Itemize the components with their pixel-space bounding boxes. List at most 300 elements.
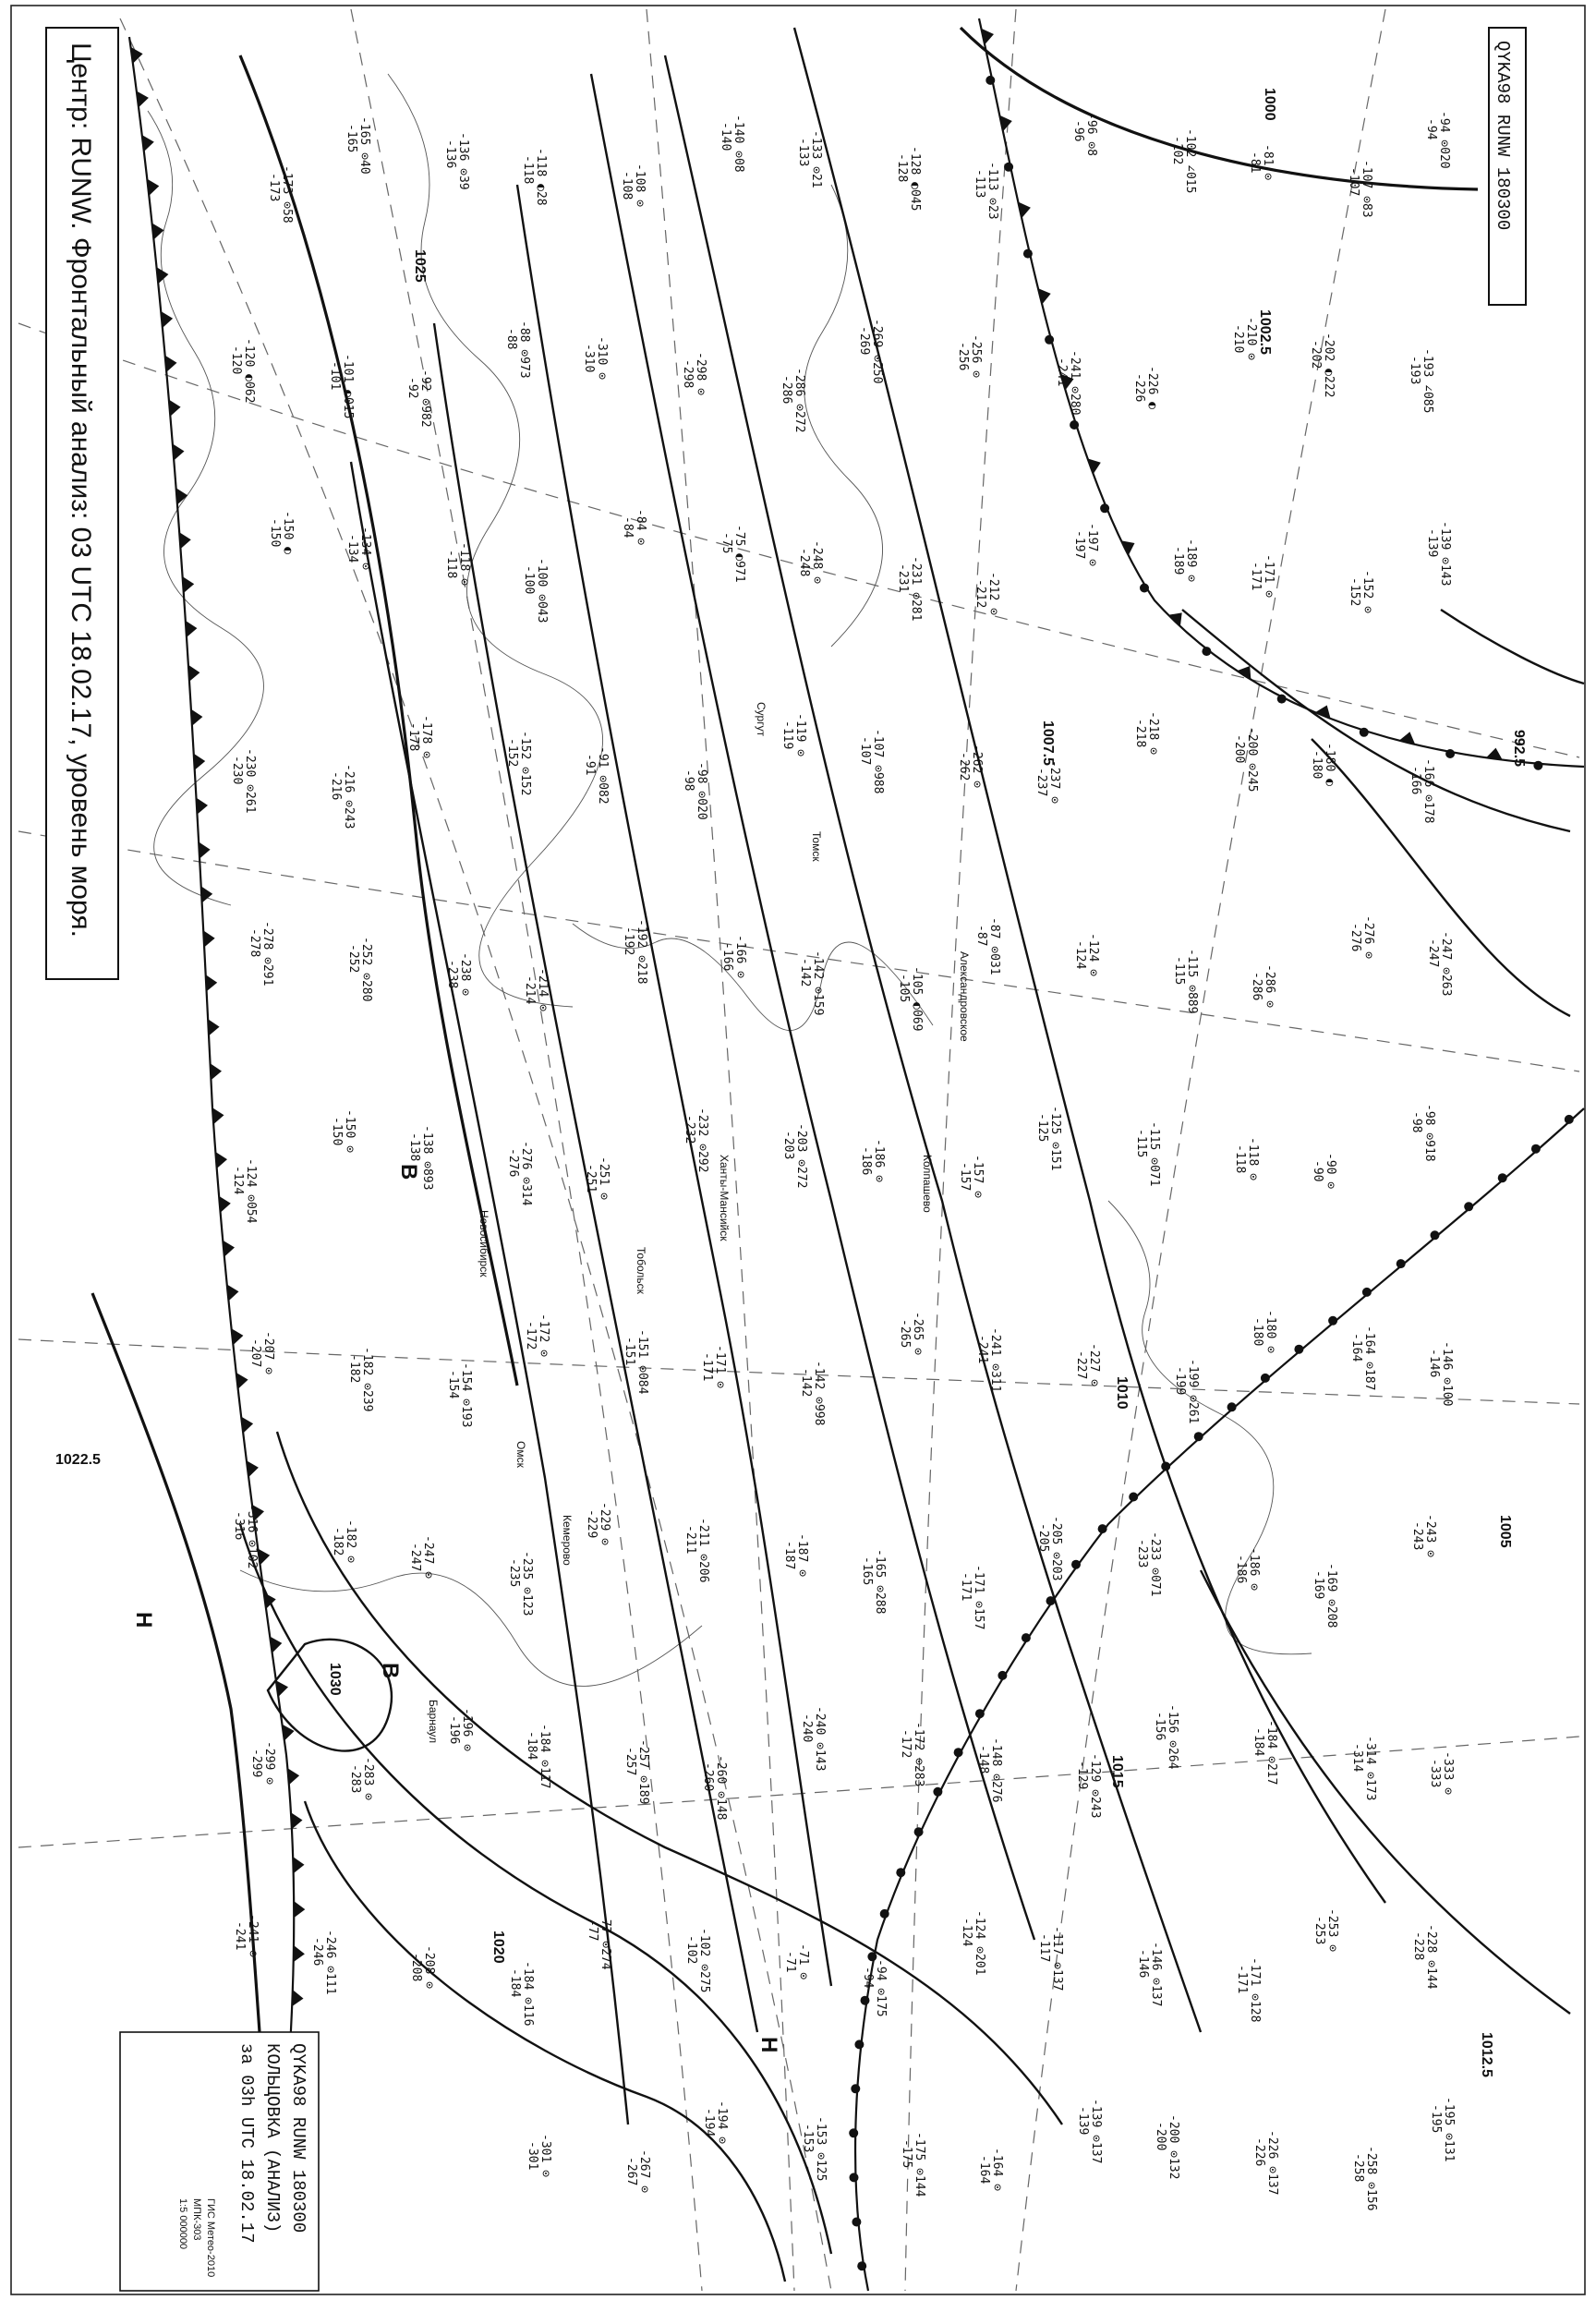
isobar-label-1002-5: 1002.5 [1257, 309, 1273, 355]
front-semicircle [1140, 584, 1149, 593]
station-plot: -286 ⊙272 [792, 368, 806, 433]
station-plot: -98 ⊙918 [1422, 1104, 1436, 1162]
station-plot-sub: -84 [621, 516, 635, 539]
station-plot: -269 ⊙250 [870, 319, 884, 384]
isobar-label-1007-5: 1007.5 [1040, 720, 1056, 766]
station-plot: -232 ⊙292 [695, 1108, 709, 1173]
station-plot: -146 ⊙137 [1149, 1942, 1163, 2007]
station-plot: -230 ⊙261 [243, 748, 257, 814]
station-plot: -171 ⊙ [1262, 554, 1276, 598]
station-plot: -71 ⊙ [796, 1943, 810, 1980]
header-code-block [1489, 28, 1526, 305]
station-plot-sub: -115 [1172, 956, 1186, 986]
front-semicircle [1445, 749, 1455, 758]
station-plot-sub: -246 [310, 1937, 324, 1967]
station-plot-sub: -216 [329, 771, 343, 801]
station-plot: -314 ⊙173 [1363, 1736, 1377, 1801]
station-plot-sub: -90 [1311, 1160, 1324, 1182]
station-plot-sub: -138 [407, 1132, 421, 1162]
front-triangle [999, 115, 1012, 132]
front-semicircle [850, 2173, 859, 2182]
station-plot-sub: -180 [1310, 750, 1324, 780]
front-semicircle [1129, 1493, 1138, 1502]
stamp-line-3: за 03h UTC 18.02.17 [236, 2043, 257, 2244]
front-triangle [215, 1152, 227, 1168]
station-plot: -146 ⊙100 [1440, 1341, 1454, 1407]
station-plot-sub: -115 [1134, 1129, 1148, 1158]
front-triangle [186, 621, 198, 637]
station-plot-sub: -262 [957, 752, 971, 781]
station-plot: -216 ⊙243 [342, 764, 356, 829]
station-plot: -118 ◐28 [534, 148, 548, 206]
station-plot: -140 ⊙08 [732, 115, 745, 173]
front-semicircle [1360, 728, 1369, 737]
station-plot-sub: -120 [229, 345, 243, 375]
station-plot: -180 ⊙ [1264, 1310, 1277, 1353]
station-plot: -96 ⊙8 [1084, 113, 1098, 156]
map-title: Центр: RUNW. Фронтальный анализ: 03 UTC 18.02.17, уровень моря. [66, 42, 96, 938]
station-plot: -301 ⊙ [538, 2134, 552, 2177]
station-plot-sub: -203 [781, 1131, 795, 1160]
station-plot-sub: -237 [1034, 768, 1048, 797]
station-plot: -94 ⊙175 [874, 1959, 888, 2017]
station-plot-sub: -316 [232, 1511, 246, 1541]
station-plot: -231 ⊙281 [909, 556, 923, 622]
station-plot: -172 ⊙283 [912, 1722, 925, 1787]
station-plot-sub: -195 [1429, 2104, 1443, 2134]
station-plot-sub: -210 [1231, 324, 1245, 354]
station-plot-sub: -199 [1173, 1366, 1187, 1396]
station-plot-sub: -269 [857, 326, 871, 356]
station-plot: -229 ⊙ [598, 1502, 611, 1545]
place-name: Новосибирск [478, 1210, 490, 1277]
station-plot-sub: -153 [801, 2124, 815, 2153]
station-plot-sub: -124 [960, 1918, 973, 1947]
station-plot-sub: -241 [233, 1921, 247, 1951]
station-plot: -265 ⊙ [911, 1312, 925, 1355]
station-plot: -228 ⊙144 [1424, 1924, 1438, 1990]
station-plot: -200 ⊙132 [1167, 2114, 1180, 2180]
front-semicircle [1071, 1560, 1081, 1569]
front-triangle [206, 974, 218, 991]
front-triangle [1018, 202, 1031, 219]
station-plot: -138 ⊙893 [420, 1125, 434, 1191]
low-center-south: H [756, 2037, 781, 2053]
station-plot-sub: -151 [623, 1337, 636, 1366]
station-plot-sub: -165 [345, 124, 358, 153]
station-plot: -246 ⊙111 [323, 1930, 337, 1995]
station-plot-sub: -227 [1074, 1350, 1088, 1380]
isobar-label-1012-5: 1012.5 [1479, 2032, 1494, 2077]
front-semicircle [933, 1787, 942, 1797]
header-code: QYKA98 RUNW 180300 [1493, 41, 1513, 231]
station-plot: -333 ⊙ [1441, 1751, 1455, 1795]
front-semicircle [1045, 335, 1054, 345]
station-plot: -200 ⊙245 [1245, 727, 1259, 793]
station-plot-sub: -187 [782, 1541, 796, 1570]
station-plot-sub: -200 [1232, 734, 1246, 764]
front-semicircle [985, 76, 995, 85]
front-semicircle [852, 2218, 861, 2227]
station-plot-sub: -140 [719, 122, 732, 151]
station-plot: -210 ⊙ [1244, 317, 1258, 360]
front-triangle [212, 1108, 224, 1124]
station-plot: -226 ◐ [1145, 366, 1159, 409]
front-semicircle [1202, 647, 1211, 656]
station-plot-sub: -196 [447, 1715, 461, 1745]
station-plot: -107 ⊙83 [1360, 160, 1373, 218]
isobar-label-1010: 1010 [1114, 1376, 1130, 1410]
station-plot: -251 ⊙ [597, 1156, 611, 1200]
station-plot: -105 ◐069 [910, 966, 924, 1032]
station-plot: -205 ⊙203 [1049, 1516, 1063, 1581]
front-triangle [241, 1417, 253, 1434]
station-plot-sub: -124 [231, 1166, 245, 1195]
front-semicircle [861, 1996, 870, 2005]
station-plot-sub: -189 [1171, 546, 1185, 575]
station-plot: -187 ⊙ [795, 1533, 809, 1577]
station-plot-sub: -197 [1072, 530, 1086, 560]
station-plot: -286 ⊙ [1263, 964, 1276, 1008]
station-plot-sub: -186 [1234, 1555, 1248, 1584]
station-plot: -115 ⊙889 [1185, 949, 1199, 1014]
front-triangle [169, 400, 181, 417]
station-plot-sub: -102 [684, 1935, 698, 1965]
station-plot: -233 ⊙071 [1148, 1531, 1162, 1597]
station-plot-sub: -253 [1312, 1916, 1326, 1945]
station-plot-sub: -75 [719, 532, 733, 554]
station-plot-sub: -98 [1409, 1111, 1423, 1133]
station-plot: -184 ⊙116 [521, 1961, 535, 2027]
front-triangle [294, 1945, 305, 1962]
station-plot: -157 ⊙ [971, 1155, 985, 1198]
station-plot: -139 ⊙143 [1438, 521, 1452, 587]
station-plot: -92 ⊙982 [418, 369, 432, 428]
front-semicircle [1227, 1402, 1237, 1411]
station-plot: -192 ⊙218 [635, 919, 648, 985]
station-plot-sub: -175 [900, 2139, 913, 2169]
front-semicircle [1070, 420, 1079, 430]
station-plot: -241 ⊙ [246, 1914, 260, 1957]
front-semicircle [1046, 1596, 1056, 1605]
front-triangle [232, 1328, 244, 1345]
station-plot-sub: -172 [524, 1321, 538, 1350]
station-plot-sub: -118 [1233, 1144, 1247, 1174]
isobar-label-1030: 1030 [327, 1663, 343, 1696]
station-plot-sub: -248 [797, 548, 811, 577]
station-plot-sub: -81 [1248, 151, 1262, 174]
station-plot: -148 ⊙276 [989, 1737, 1003, 1803]
station-plot-sub: -184 [525, 1731, 538, 1761]
station-plot: -165 ⊙288 [873, 1549, 887, 1615]
station-plot-sub: -150 [268, 518, 282, 548]
front-semicircle [975, 1709, 985, 1718]
station-plot: -278 ⊙291 [260, 921, 274, 987]
station-plot: -260 ⊙148 [714, 1755, 728, 1821]
station-plot-sub: -211 [683, 1525, 697, 1555]
place-name: Томск [810, 831, 823, 862]
station-plot: -243 ⊙ [1423, 1514, 1437, 1557]
front-semicircle [1533, 761, 1542, 770]
station-plot-sub: -113 [973, 169, 986, 199]
front-semicircle [1328, 1316, 1337, 1326]
station-plot: -310 ⊙ [595, 336, 609, 380]
front-semicircle [849, 2128, 858, 2137]
station-plot: -165 ⊙40 [357, 116, 371, 175]
station-plot-sub: -192 [622, 926, 635, 956]
station-plot-sub: -301 [526, 2141, 539, 2171]
station-plot: -151 ⊙084 [635, 1329, 649, 1395]
front-semicircle [1161, 1462, 1170, 1471]
borders-rivers [148, 74, 1312, 1686]
station-plot: -175 ⊙144 [913, 2132, 926, 2197]
station-plot: -171 ⊙128 [1248, 1957, 1262, 2023]
station-plot-sub: -310 [582, 344, 596, 373]
station-plot-sub: -247 [1426, 938, 1440, 968]
cold-front [129, 37, 294, 2291]
front-triangle [201, 886, 213, 902]
station-plot-sub: -278 [248, 928, 261, 958]
station-plot: -102 ⊙275 [697, 1928, 711, 1993]
station-plot: -316 ⊙102 [245, 1504, 259, 1569]
station-plot: -283 ⊙ [361, 1757, 375, 1800]
station-plot-sub: -107 [858, 736, 872, 766]
station-plot: -182 ⊙239 [360, 1347, 374, 1412]
station-plot-sub: -107 [1347, 167, 1360, 197]
station-plot: -202 ◐222 [1322, 333, 1336, 398]
station-plot: -94 ⊙020 [1437, 111, 1451, 169]
stamp-footer-2: МПК-303 [191, 2198, 202, 2241]
station-plot-sub: -232 [683, 1115, 696, 1144]
station-plot-sub: -171 [700, 1352, 714, 1382]
place-name: Тобольск [635, 1247, 647, 1294]
station-plot-sub: -142 [798, 958, 812, 987]
station-plot-sub: -251 [584, 1164, 598, 1193]
station-plot-sub: -150 [330, 1117, 344, 1146]
station-plot-sub: -193 [1408, 356, 1421, 385]
station-plot: -156 ⊙264 [1166, 1704, 1179, 1770]
station-plot: -139 ⊙137 [1089, 2099, 1103, 2164]
station-plot: -113 ⊙23 [985, 162, 999, 220]
station-plot-sub: -134 [345, 534, 359, 563]
station-plot: -124 ⊙ [1086, 933, 1100, 976]
front-triangle [227, 1285, 239, 1301]
station-plot: -247 ⊙ [421, 1535, 435, 1579]
station-plot: -128 ◐045 [908, 146, 922, 212]
station-plot-sub: -125 [1035, 1113, 1049, 1143]
front-triangle [179, 532, 191, 549]
station-plot-sub: -205 [1036, 1523, 1050, 1553]
station-plot-sub: -94 [1424, 118, 1438, 140]
station-plot-sub: -118 [444, 550, 458, 579]
front-triangle [199, 842, 211, 859]
station-plot-sub: -105 [897, 974, 911, 1003]
front-semicircle [1565, 1115, 1574, 1124]
station-plot: -248 ⊙ [810, 540, 824, 584]
front-triangle [191, 709, 203, 726]
station-plot-sub: -118 [521, 155, 535, 185]
front-triangle [142, 135, 154, 151]
station-plot-sub: -129 [1075, 1761, 1089, 1790]
station-plot-sub: -247 [408, 1543, 422, 1572]
station-plot-sub: -276 [1348, 923, 1362, 952]
station-plot-sub: -241 [1055, 357, 1069, 387]
station-plot-sub: -100 [522, 565, 536, 595]
station-plot-sub: -108 [620, 171, 634, 200]
front-triangle [188, 665, 200, 682]
station-plot: -142 ⊙998 [812, 1361, 826, 1426]
station-plot-sub: -157 [958, 1162, 972, 1192]
station-plot: -189 ⊙ [1184, 539, 1198, 582]
high-center-north: B [396, 1164, 421, 1180]
station-plot: -120 ◐062 [242, 338, 256, 404]
station-plot: -115 ⊙071 [1147, 1121, 1161, 1187]
front-semicircle [1100, 503, 1109, 513]
station-plot: -203 ⊙272 [794, 1123, 808, 1189]
station-plot-sub: -142 [799, 1368, 813, 1398]
station-plot: -214 ⊙ [536, 968, 550, 1011]
station-plot: -75 ◐971 [732, 525, 746, 583]
front-semicircle [1098, 1524, 1107, 1533]
station-plot-sub: -200 [1154, 2122, 1167, 2151]
station-plot: -84 ⊙ [634, 509, 647, 546]
station-plot-sub: -212 [973, 579, 987, 609]
station-plot: -178 ⊙ [419, 715, 433, 758]
station-plot: -102 ∠015 [1183, 128, 1197, 194]
front-semicircle [854, 2040, 864, 2049]
station-plot-sub: -139 [1425, 528, 1439, 558]
station-plot: -207 ⊙ [261, 1331, 275, 1374]
station-plot-sub: -173 [267, 173, 281, 202]
front-semicircle [896, 1868, 905, 1877]
station-plot-sub: -235 [507, 1558, 521, 1588]
station-plot: -166 ⊙ [733, 935, 747, 978]
station-plot-sub: -133 [796, 138, 810, 167]
front-triangle [161, 311, 173, 328]
front-semicircle [1431, 1230, 1440, 1240]
station-plot-sub: -230 [230, 756, 244, 785]
place-name: Александровское [958, 951, 971, 1042]
stamp-footer-3: 1:5 000000 [177, 2198, 188, 2250]
station-plot: -237 ⊙ [1047, 760, 1061, 804]
station-plot-sub: -166 [1409, 766, 1422, 795]
station-plot-sub: -182 [347, 1354, 361, 1384]
station-plot-sub: -252 [346, 944, 360, 974]
front-triangle [293, 1857, 304, 1873]
station-plot-sub: -258 [1351, 2153, 1365, 2183]
front-semicircle [851, 2084, 860, 2093]
front-semicircle [998, 1671, 1007, 1680]
station-plot-sub: -102 [1170, 136, 1184, 165]
front-semicircle [1277, 695, 1287, 704]
front-triangle [223, 1241, 235, 1257]
station-plot-sub: -243 [1410, 1521, 1424, 1551]
station-plots [229, 111, 1456, 2210]
front-triangle [292, 1990, 303, 2006]
station-plot: -118 ⊙ [1246, 1137, 1260, 1180]
station-plot-sub: -267 [624, 2157, 638, 2186]
station-plot-sub: -171 [1235, 1965, 1249, 1994]
station-plot-sub: -299 [249, 1749, 263, 1778]
front-triangle [137, 91, 149, 108]
station-plot-sub: -283 [348, 1764, 362, 1794]
front-triangle [291, 1812, 303, 1829]
station-plot: -235 ⊙123 [520, 1551, 534, 1616]
station-plot: -124 ⊙201 [973, 1910, 986, 1976]
front-semicircle [1531, 1144, 1541, 1154]
station-plot: -171 ⊙ [713, 1345, 727, 1388]
front-triangle [211, 1063, 222, 1080]
low-center-west: H [131, 1612, 156, 1628]
station-plot: -241 ⊙280 [1068, 350, 1082, 416]
station-plot-sub: -171 [959, 1572, 973, 1602]
isobar-label-1020: 1020 [490, 1931, 506, 1964]
front-triangle [194, 754, 206, 770]
station-plot: -276 ⊙ [1361, 915, 1375, 959]
station-plot-sub: -256 [956, 342, 970, 371]
title-block [46, 28, 118, 979]
station-plot: -81 ⊙ [1261, 144, 1275, 181]
station-plot-sub: -146 [1136, 1949, 1150, 1979]
station-plot: -182 ⊙ [344, 1519, 357, 1563]
station-plot: -276 ⊙314 [519, 1141, 533, 1206]
station-plot: -166 ⊙178 [1421, 758, 1435, 824]
station-plot: -91 ⊙082 [596, 746, 610, 805]
station-plot-sub: -148 [976, 1745, 990, 1774]
station-plot-sub: -240 [800, 1713, 814, 1743]
station-plot-sub: -238 [445, 960, 459, 989]
front-triangle [183, 576, 195, 593]
station-plot: -150 ◐ [281, 511, 295, 554]
front-triangle [208, 1019, 220, 1035]
station-plot-sub: -226 [1252, 2137, 1266, 2167]
station-plot-sub: -257 [623, 1747, 637, 1776]
station-plot-sub: -229 [585, 1509, 598, 1539]
high-center-main: B [378, 1663, 403, 1679]
front-triangle [203, 930, 215, 947]
front-semicircle [1294, 1345, 1303, 1354]
station-plot-sub: -178 [406, 722, 420, 752]
station-plot-sub: -152 [1348, 577, 1361, 607]
station-plot: -195 ⊙131 [1442, 2097, 1456, 2162]
place-name: Барнаул [427, 1700, 440, 1744]
station-plot-sub: -98 [682, 769, 695, 792]
station-plot-sub: -226 [1132, 373, 1146, 403]
station-plot: -184 ⊙217 [1264, 1720, 1278, 1786]
station-plot: -218 ⊙ [1146, 711, 1160, 755]
station-plot: -169 ⊙208 [1324, 1563, 1338, 1628]
station-plot-sub: -260 [701, 1762, 715, 1792]
station-plot-sub: -218 [1133, 719, 1147, 748]
station-plot: -119 ⊙ [793, 713, 807, 757]
station-plot: -197 ⊙ [1085, 523, 1099, 566]
station-plot: -134 ⊙ [358, 527, 372, 570]
front-semicircle [914, 1827, 924, 1836]
station-plot: -124 ⊙054 [244, 1158, 258, 1224]
front-semicircle [857, 2261, 866, 2270]
station-plot: -101 ◐015 [341, 354, 355, 419]
station-plot: -194 ⊙ [715, 2100, 729, 2144]
station-plot: -186 ⊙ [1247, 1547, 1261, 1591]
station-plot-sub: -124 [1073, 940, 1087, 970]
station-plot-sub: -186 [859, 1146, 873, 1176]
station-plot: -253 ⊙ [1325, 1908, 1339, 1952]
station-plot: -267 ⊙ [637, 2149, 651, 2193]
station-plot-sub: -156 [1153, 1712, 1167, 1741]
front-triangle [147, 179, 159, 196]
station-plot: -87 ⊙031 [987, 917, 1001, 975]
station-plot: -196 ⊙ [460, 1708, 474, 1751]
